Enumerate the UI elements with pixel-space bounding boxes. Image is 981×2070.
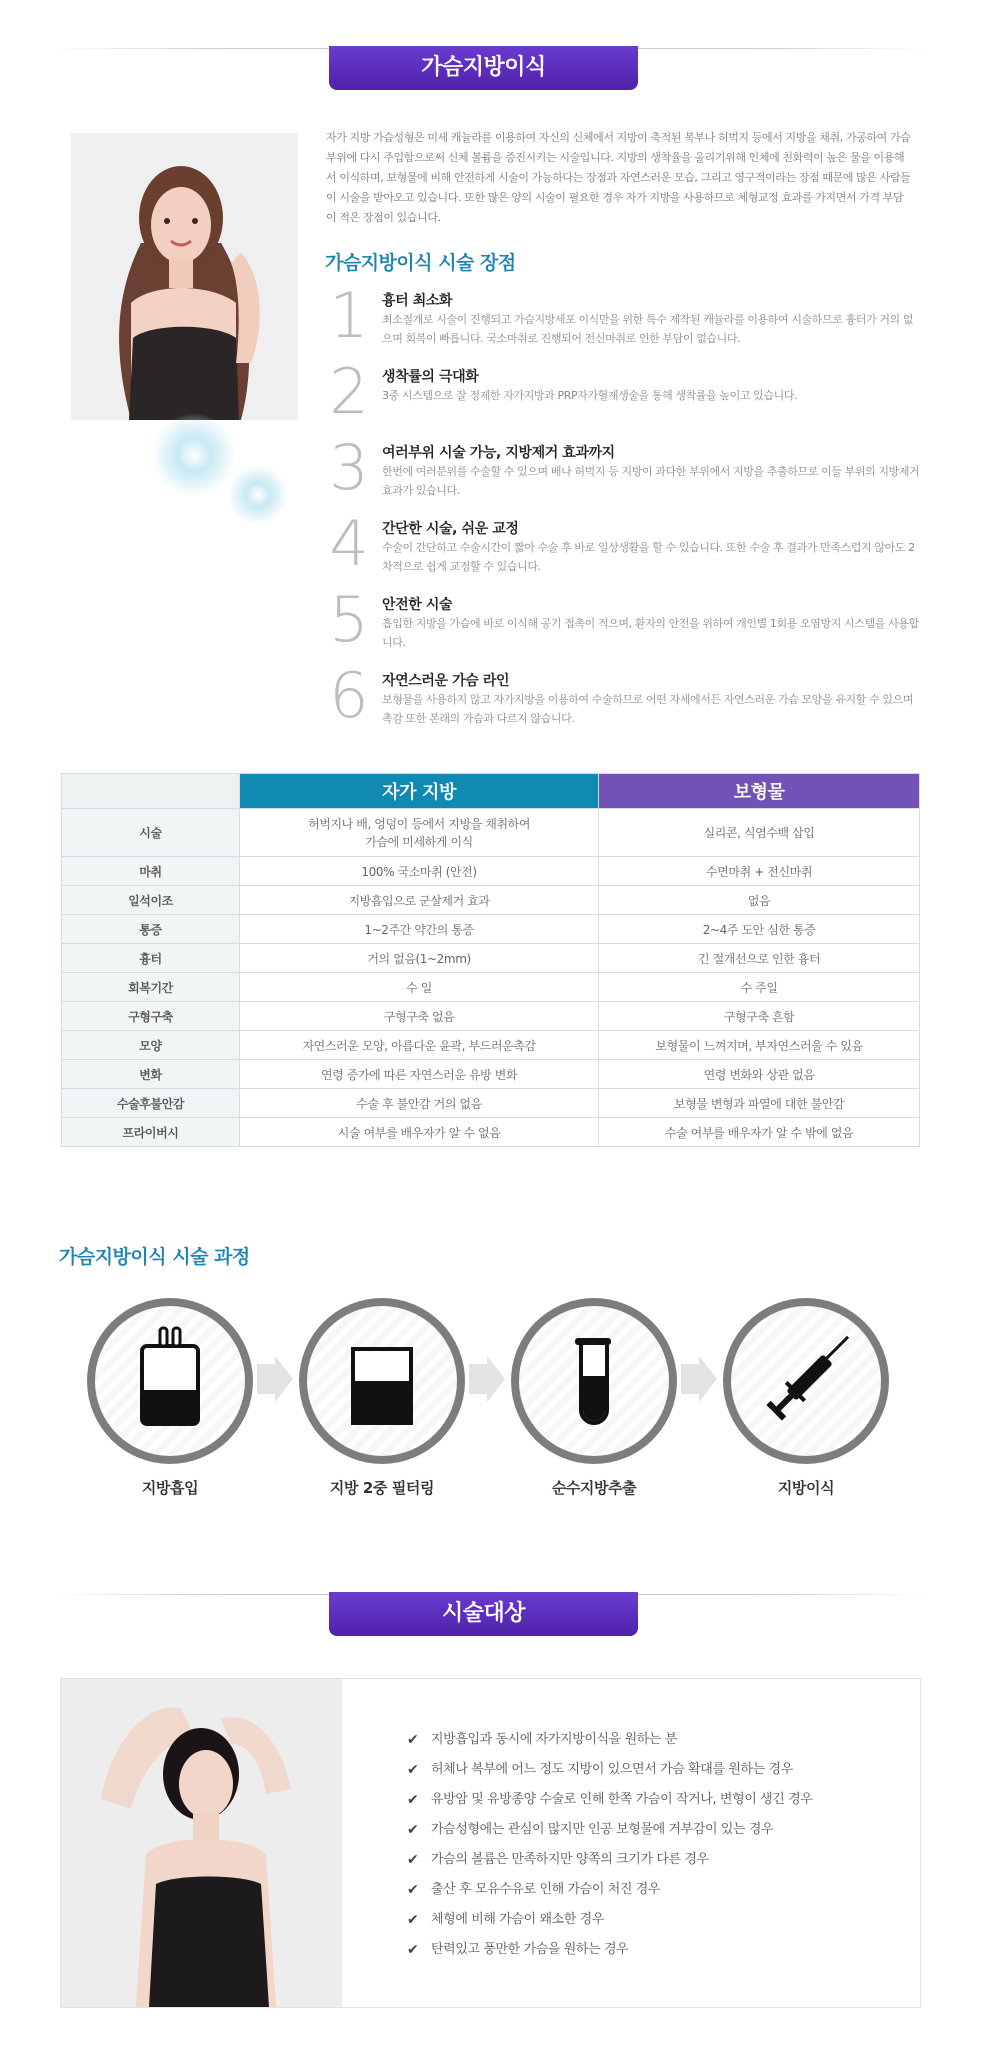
list-item	[407, 1881, 812, 1911]
target-panel	[60, 1678, 921, 2008]
fat-cell: 자연스러운 모양, 아름다운 윤곽, 부드러운촉감	[240, 1031, 599, 1060]
fat-cell: 수술 후 불안감 거의 없음	[240, 1089, 599, 1118]
step-circle	[723, 1298, 889, 1464]
advantage-title: 자연스러운 가슴 라인	[382, 673, 510, 689]
arrow-icon	[257, 1356, 293, 1402]
fat-cell: 시술 여부를 배우자가 알 수 없음	[240, 1118, 599, 1147]
step-label: 순수지방추출	[551, 1479, 637, 1497]
process-title: 가슴지방이식 시술 과정	[59, 1246, 250, 1268]
advantage-item	[326, 279, 916, 358]
advantage-number: 5	[329, 583, 369, 656]
check-icon: ✔	[407, 1912, 419, 1928]
implant-cell: 보형물 변형과 파열에 대한 불안감	[599, 1089, 920, 1118]
table-header-implant: 보형물	[599, 774, 920, 809]
implant-cell: 2~4주 도안 심한 통증	[599, 915, 920, 944]
arrow-icon	[469, 1356, 505, 1402]
beaker-icon	[299, 1298, 465, 1464]
list-item	[407, 1911, 812, 1941]
target-photo	[61, 1679, 342, 2007]
implant-cell: 구형구축 흔함	[599, 1002, 920, 1031]
row-label: 구형구축	[62, 1002, 240, 1031]
list-item-text: 지방흡입과 동시에 자가지방이식을 원하는 분	[431, 1732, 677, 1747]
advantage-number: 4	[329, 507, 369, 580]
fat-cell: 연령 증가에 따른 자연스러운 유방 변화	[240, 1060, 599, 1089]
list-item	[407, 1851, 812, 1881]
list-item	[407, 1821, 812, 1851]
table-row	[62, 1031, 920, 1060]
advantage-item	[326, 355, 916, 434]
check-icon: ✔	[407, 1852, 419, 1868]
advantage-desc: 최소절개로 시술이 진행되고 가슴지방세포 이식만을 위한 특수 제작된 캐뉼라를 이용하여 시술하므로 흉터가 거의 없으며 회복이 빠릅니다. 국소마취로 진행되어 전신마취로 인한 부담이 없습니다.	[382, 313, 914, 345]
implant-cell: 수술 여부를 배우자가 알 수 밖에 없음	[599, 1118, 920, 1147]
advantages-title: 가슴지방이식 시술 장점	[325, 252, 516, 274]
glow-decoration	[140, 410, 300, 530]
table-row	[62, 1060, 920, 1089]
step-label: 지방이식	[777, 1479, 835, 1497]
check-icon: ✔	[407, 1942, 419, 1958]
implant-cell: 없음	[599, 886, 920, 915]
step-label: 지방 2중 필터링	[329, 1479, 435, 1497]
advantage-desc: 흡입한 지방을 가슴에 바로 이식해 공기 접촉이 적으며, 환자의 안전을 위하여 개인별 1회용 오염방지 시스템을 사용합니다.	[382, 617, 919, 649]
check-icon: ✔	[407, 1732, 419, 1748]
intro-paragraph: 자가 지방 가슴성형은 미세 캐뉼라를 이용하여 자신의 신체에서 지방이 축적된 복부나 허벅지 등에서 지방을 채취, 가공하여 가슴 부위에 다시 주입함으로써 신체 볼륨을 증진시키는 시술입니다. 지방의 생착율을 올리기위해 인체에 친화력이 높은 물을 이용해서 이식하며, 보형물에 비해 안전하게 시술이 가능하다는 장점과 자연스러운 모습, 그리고 영구적이라는 장점 때문에 많은 사람들이 시술을 받아오고 있습니다. 또한 많은 양의 시술이 필요한 경우 자가 지방을 사용하므로 체형교정 효과를 가지면서 가격 부담이 적은 장점이 있습니다.	[326, 131, 911, 224]
advantage-title: 간단한 시술, 쉬운 교정	[382, 521, 519, 537]
advantage-number: 2	[329, 355, 369, 428]
check-icon: ✔	[407, 1792, 419, 1808]
implant-cell: 수면마취 + 전신마취	[599, 857, 920, 886]
arrow-icon	[681, 1356, 717, 1402]
section-gap	[0, 1200, 981, 1234]
advantage-desc: 수술이 간단하고 수술시간이 짧아 수술 후 바로 일상생활을 할 수 있습니다. 또한 수술 후 결과가 만족스럽지 않아도 2차적으로 쉽게 교정할 수 있습니다.	[382, 541, 915, 573]
table-row	[62, 1002, 920, 1031]
comparison-table	[61, 773, 920, 1147]
table-header-row	[62, 774, 920, 809]
list-item-text: 가슴성형에는 관심이 많지만 인공 보형물에 거부감이 있는 경우	[431, 1822, 774, 1837]
fat-cell: 수 일	[240, 973, 599, 1002]
list-item-text: 출산 후 모유수유로 인해 가슴이 처진 경우	[431, 1882, 661, 1897]
test-tube-icon	[511, 1298, 677, 1464]
row-label: 회복기간	[62, 973, 240, 1002]
implant-cell: 연령 변화와 상관 없음	[599, 1060, 920, 1089]
advantage-desc: 3중 시스템으로 잘 정제한 자가지방과 PRP자가혈재생술을 통해 생착률을 높이고 있습니다.	[382, 389, 798, 402]
advantage-title: 안전한 시술	[382, 597, 453, 613]
row-label: 프라이버시	[62, 1118, 240, 1147]
table-row	[62, 1118, 920, 1147]
advantage-desc: 보형물을 사용하지 않고 자가지방을 이용하여 수술하므로 어떤 자세에서든 자연스러운 가슴 모양을 유지할 수 있으며 촉감 또한 본래의 가슴과 다르지 않습니다.	[382, 693, 914, 725]
check-icon: ✔	[407, 1882, 419, 1898]
table-row	[62, 944, 920, 973]
advantage-item	[326, 431, 920, 510]
implant-cell: 긴 절개선으로 인한 흉터	[599, 944, 920, 973]
advantage-title: 흉터 최소화	[382, 293, 453, 309]
implant-cell: 실리콘, 식염수백 삽입	[599, 809, 920, 857]
syringe-icon	[723, 1298, 889, 1464]
step-circle	[511, 1298, 677, 1464]
advantage-number: 1	[329, 279, 369, 352]
list-item-text: 탄력있고 풍만한 가슴을 원하는 경우	[431, 1942, 629, 1957]
check-icon: ✔	[407, 1762, 419, 1778]
blood-bag-icon	[87, 1298, 253, 1464]
list-item	[407, 1941, 812, 1971]
fat-cell: 거의 없음(1~2mm)	[240, 944, 599, 973]
fat-cell: 1~2주간 약간의 통증	[240, 915, 599, 944]
advantage-item	[326, 583, 919, 662]
row-label: 모양	[62, 1031, 240, 1060]
fat-cell: 구형구축 없음	[240, 1002, 599, 1031]
row-label: 일석이조	[62, 886, 240, 915]
table-header-fat: 자가 지방	[240, 774, 599, 809]
step-label: 지방흡입	[141, 1479, 199, 1497]
implant-cell: 보형물이 느껴지며, 부자연스러울 수 있음	[599, 1031, 920, 1060]
advantage-item	[326, 659, 916, 738]
table-row	[62, 973, 920, 1002]
fat-cell: 100% 국소마취 (안전)	[240, 857, 599, 886]
list-item	[407, 1761, 812, 1791]
list-item-text: 체형에 비해 가슴이 왜소한 경우	[431, 1912, 604, 1927]
row-label: 통증	[62, 915, 240, 944]
fat-cell: 허벅지나 배, 엉덩이 등에서 지방을 채취하여 가슴에 미세하게 이식	[240, 809, 599, 857]
list-item	[407, 1791, 812, 1821]
advantage-desc: 한번에 여러분위를 수술할 수 있으며 배나 허벅지 등 지방이 과다한 부위에서 지방을 추출하므로 이들 부위의 지방제거 효과가 있습니다.	[382, 465, 920, 497]
advantage-title: 여러부위 시술 가능, 지방제거 효과까지	[382, 445, 615, 461]
step-circle	[299, 1298, 465, 1464]
table-header-blank	[62, 774, 240, 809]
step-circle	[87, 1298, 253, 1464]
row-label: 마취	[62, 857, 240, 886]
row-label: 시술	[62, 809, 240, 857]
table-row	[62, 809, 920, 857]
advantage-title: 생착률의 극대화	[382, 369, 479, 385]
list-item-text: 허체나 복부에 어느 정도 지방이 있으면서 가슴 확대를 원하는 경우	[431, 1762, 793, 1777]
table-row	[62, 886, 920, 915]
implant-cell: 수 주일	[599, 973, 920, 1002]
fat-cell: 지방흡입으로 군살제거 효과	[240, 886, 599, 915]
table-row	[62, 857, 920, 886]
row-label: 흉터	[62, 944, 240, 973]
advantage-item	[326, 507, 916, 586]
advantage-number: 3	[329, 431, 369, 504]
model-photo	[71, 133, 298, 420]
row-label: 수술후불안감	[62, 1089, 240, 1118]
advantage-number: 6	[329, 659, 369, 732]
target-list	[407, 1731, 812, 1971]
section1-title: 가슴지방이식	[329, 46, 638, 90]
list-item-text: 유방암 및 유방종양 수술로 인해 한쪽 가슴이 작거나, 변형이 생긴 경우	[431, 1792, 813, 1807]
row-label: 변화	[62, 1060, 240, 1089]
check-icon: ✔	[407, 1822, 419, 1838]
table-row	[62, 1089, 920, 1118]
section3-title: 시술대상	[329, 1592, 638, 1636]
list-item	[407, 1731, 812, 1761]
list-item-text: 가슴의 볼륨은 만족하지만 양쪽의 크기가 다른 경우	[431, 1852, 709, 1867]
table-row	[62, 915, 920, 944]
